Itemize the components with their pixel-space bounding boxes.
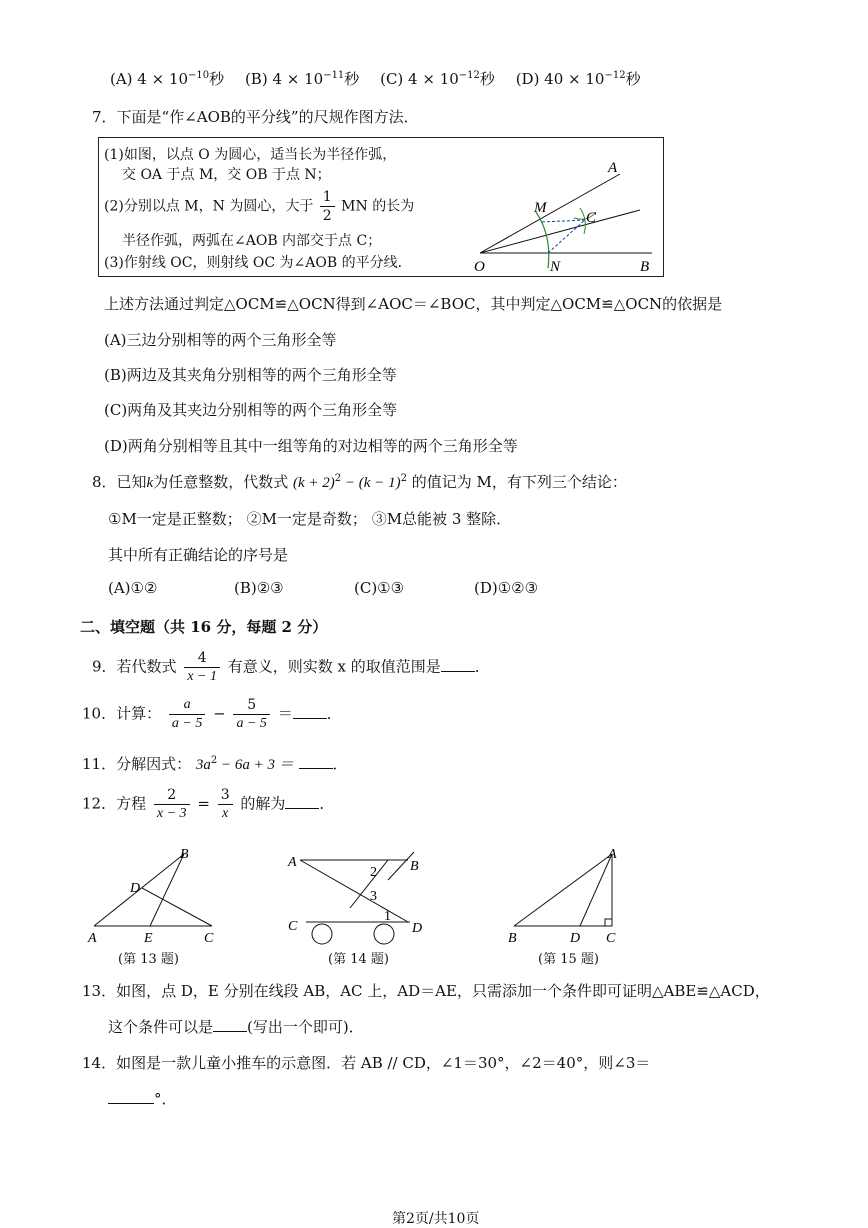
dashed-mc (542, 220, 585, 222)
q13-line2: 这个条件可以是 (写出一个即可)． (108, 1018, 364, 1036)
label-n: N (550, 259, 561, 275)
label-o: O (474, 259, 485, 275)
figure-13-caption: (第 13 题) (118, 952, 179, 967)
f15-label-a: A (608, 847, 617, 862)
q10-answer-blank (293, 704, 327, 719)
q6-options (110, 68, 641, 89)
figure-13 (84, 842, 224, 946)
segment-upright (350, 860, 388, 908)
q6-option-b: (B) $4 \times 10^{-11}$秒 (244, 70, 360, 88)
label-a: A (608, 160, 618, 176)
f15-label-b: B (508, 931, 517, 946)
q8-option-d: (D)①②③ (474, 579, 539, 597)
f13-label-c: C (204, 931, 214, 946)
segment-be (150, 854, 184, 926)
f14-label-b: B (410, 859, 419, 874)
q7-option-a: (A)三边分别相等的两个三角形全等 (104, 331, 337, 349)
dashed-nc (548, 220, 585, 253)
label-m: M (534, 200, 547, 216)
segment-ad (580, 854, 612, 926)
right-angle-mark (605, 919, 612, 926)
q8-option-b: (B)②③ (234, 579, 284, 597)
q7-half-fraction: $\frac{1}{2}$ (320, 188, 335, 225)
q12: 12．方程 $\frac{2}{x - 3}$ = $\frac{3}{x}$ 的解为 ． (82, 787, 335, 821)
f14-label-d: D (412, 921, 423, 936)
q10: 10．计算： $\frac{a}{a - 5}$ − $\frac{5}{a - 5}$ ＝ ． (82, 697, 342, 731)
q7-step1-line1: (1)如图，以点 O 为圆心，适当长为半径作弧， (104, 147, 397, 163)
f15-label-d: D (570, 931, 581, 946)
f15-label-c: C (606, 931, 616, 946)
q12-answer-blank (285, 794, 319, 809)
q7-stem: 7．下面是“作∠AOB的平分线”的尺规作图方法． (92, 108, 419, 126)
section-2-title: 二、填空题（共 16 分，每题 2 分） (80, 618, 328, 636)
f14-label-3: 3 (370, 889, 377, 904)
page-number: 第2页/共10页 (392, 1211, 480, 1227)
q8-stem: 8．已知k为任意整数，代数式 $(k + 2)^2 - (k - 1)^2$ 的值记为 M，有下列三个结论： (92, 473, 627, 491)
q11-answer-blank (299, 754, 333, 769)
q6-option-c: (C) $4 \times 10^{-12}$秒 (380, 70, 495, 88)
q8-ask: 其中所有正确结论的序号是 (108, 546, 289, 564)
q8-option-c: (C)①③ (354, 579, 405, 597)
q13-answer-blank (213, 1017, 247, 1032)
f13-label-a: A (88, 931, 97, 946)
q8-option-a: (A)①② (108, 579, 158, 597)
q7-step2-line2: 半径作弧，两弧在∠AOB 内部交于点 C； (122, 233, 382, 249)
f14-label-a: A (288, 855, 297, 870)
f14-label-2: 2 (370, 865, 377, 880)
figure-15-caption: (第 15 题) (538, 952, 599, 967)
q7-step2-line1: (2)分别以点 M，N 为圆心，大于 $\frac{1}{2}$ MN 的长为 (104, 189, 415, 224)
q6-option-a: (A) $4 \times 10^{-10}$秒 (110, 70, 225, 88)
q7-option-b: (B)两边及其夹角分别相等的两个三角形全等 (104, 366, 397, 384)
q9-answer-blank (441, 657, 475, 672)
q13-line1: 13．如图，点 D，E 分别在线段 AB，AC 上，AD＝AE，只需添加一个条件即可证明△ABE≌△ACD， (82, 982, 770, 1000)
q7-question: 上述方法通过判定△OCM≌△OCN得到∠AOC＝∠BOC，其中判定△OCM≌△OCN的依据是 (104, 295, 723, 313)
q14-line2: °． (108, 1088, 177, 1109)
wheel-right (374, 924, 394, 944)
arc-from-m (580, 208, 585, 234)
q7-step3: (3)作射线 OC，则射线 OC 为∠AOB 的平分线． (104, 255, 412, 271)
q14-line1: 14．如图是一款儿童小推车的示意图．若 AB // CD，∠1＝30°，∠2＝40°，则∠3＝ (82, 1054, 651, 1072)
ray-oa (480, 174, 620, 253)
q6-option-d: (D) $40 \times 10^{-12}$秒 (515, 70, 641, 88)
q8-conclusions: ①M一定是正整数； ②M一定是奇数； ③M总能被 3 整除． (108, 510, 512, 528)
q7-option-d: (D)两角分别相等且其中一组等角的对边相等的两个三角形全等 (104, 437, 518, 455)
ray-oc (480, 210, 640, 253)
q7-step1-line2: 交 OA 于点 M，交 OB 于点 N； (122, 167, 331, 183)
f13-label-e: E (144, 931, 153, 946)
segment-a-diag (300, 860, 408, 922)
figure-14-caption: (第 14 题) (328, 952, 389, 967)
q11: 11．分解因式： $3a^2 - 6a + 3$ ＝ ． (82, 755, 348, 773)
wheel-left (312, 924, 332, 944)
figure-14 (284, 846, 440, 950)
f13-label-d: D (130, 881, 141, 896)
q14-answer-blank (108, 1089, 154, 1104)
q7-option-c: (C)两角及其夹边分别相等的两个三角形全等 (104, 401, 398, 419)
f14-label-c: C (288, 919, 298, 934)
figure-15 (504, 846, 634, 946)
q9: 9．若代数式 $\frac{4}{x - 1}$ 有意义，则实数 x 的取值范围是 ． (92, 650, 490, 684)
label-b: B (640, 259, 650, 275)
f13-label-b: B (180, 847, 189, 862)
q7-angle-bisector-figure (468, 150, 664, 276)
label-c: C (586, 210, 597, 226)
segment-ab (514, 854, 612, 926)
f14-label-1: 1 (384, 909, 391, 924)
